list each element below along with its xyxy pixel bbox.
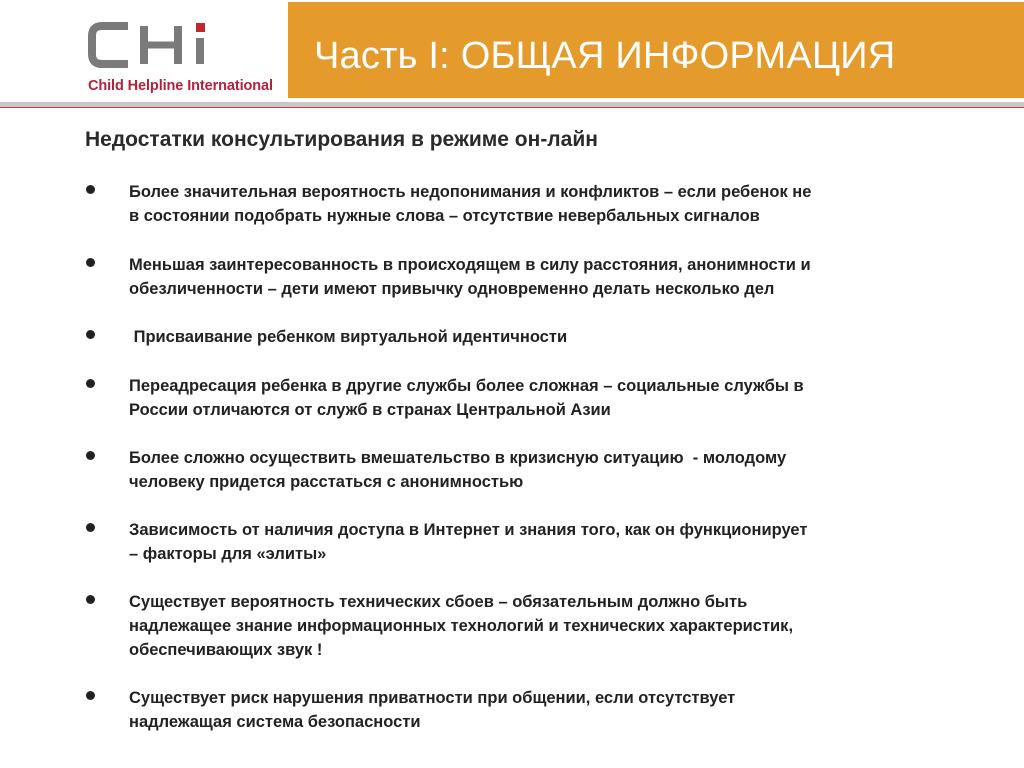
bullet-text [129,253,979,301]
bullet-text [129,686,979,734]
bullet-line: Меньшая заинтересованность в происходящем в силу расстояния, анонимности и [129,256,811,274]
bullet-dot [86,691,95,700]
slide-header [0,0,1024,108]
bullet-line: Более значительная вероятность недопонимания и конфликтов – если ребенок не [129,183,812,201]
bullet-text [129,518,979,566]
bullet-line: обезличенности – дети имеют привычку одновременно делать несколько дел [129,280,775,298]
bullet-line: человеку придется расстаться с анонимностью [129,473,524,491]
section-heading: Недостатки консультирования в режиме он-лайн [85,128,598,151]
bullet-line: России отличаются от служб в странах Центральной Азии [129,401,611,419]
bullet-text [129,374,979,422]
bullet-dot [86,258,95,267]
bullet-text [129,590,979,662]
chi-logo [88,20,278,100]
bullet-text [129,180,979,228]
slide-title: Часть I: ОБЩАЯ ИНФОРМАЦИЯ [314,35,896,77]
bullet-dot [86,523,95,532]
bullet-line: надлежащее знание информационных технологий и технических характеристик, [129,617,794,635]
bullet-text [129,325,979,349]
bullet-line: Зависимость от наличия доступа в Интернет и знания того, как он функционирует [129,521,808,539]
bullet-dot [86,595,95,604]
bullet-line: обеспечивающих звук ! [129,641,323,659]
logo-text: Child Helpline International [88,78,273,94]
bullet-line: Присваивание ребенком виртуальной идентичности [129,328,568,346]
header-divider-accent [0,107,1024,108]
bullet-line: Существует вероятность технических сбоев – обязательным должно быть [129,593,748,611]
title-banner [288,2,1024,98]
bullet-line: Переадресация ребенка в другие службы более сложная – социальные службы в [129,377,804,395]
bullet-line: надлежащая система безопасности [129,713,421,731]
bullet-dot [86,451,95,460]
chi-logo-icon [88,20,228,70]
bullet-dot [86,185,95,194]
bullet-line: Существует риск нарушения приватности при общении, если отсутствует [129,689,736,707]
bullet-line: Более сложно осуществить вмешательство в кризисную ситуацию - молодому [129,449,787,467]
bullet-dot [86,379,95,388]
bullet-text [129,446,979,494]
bullet-line: в состоянии подобрать нужные слова – отсутствие невербальных сигналов [129,207,760,225]
bullet-dot [86,330,95,339]
bullet-line: – факторы для «элиты» [129,545,327,563]
